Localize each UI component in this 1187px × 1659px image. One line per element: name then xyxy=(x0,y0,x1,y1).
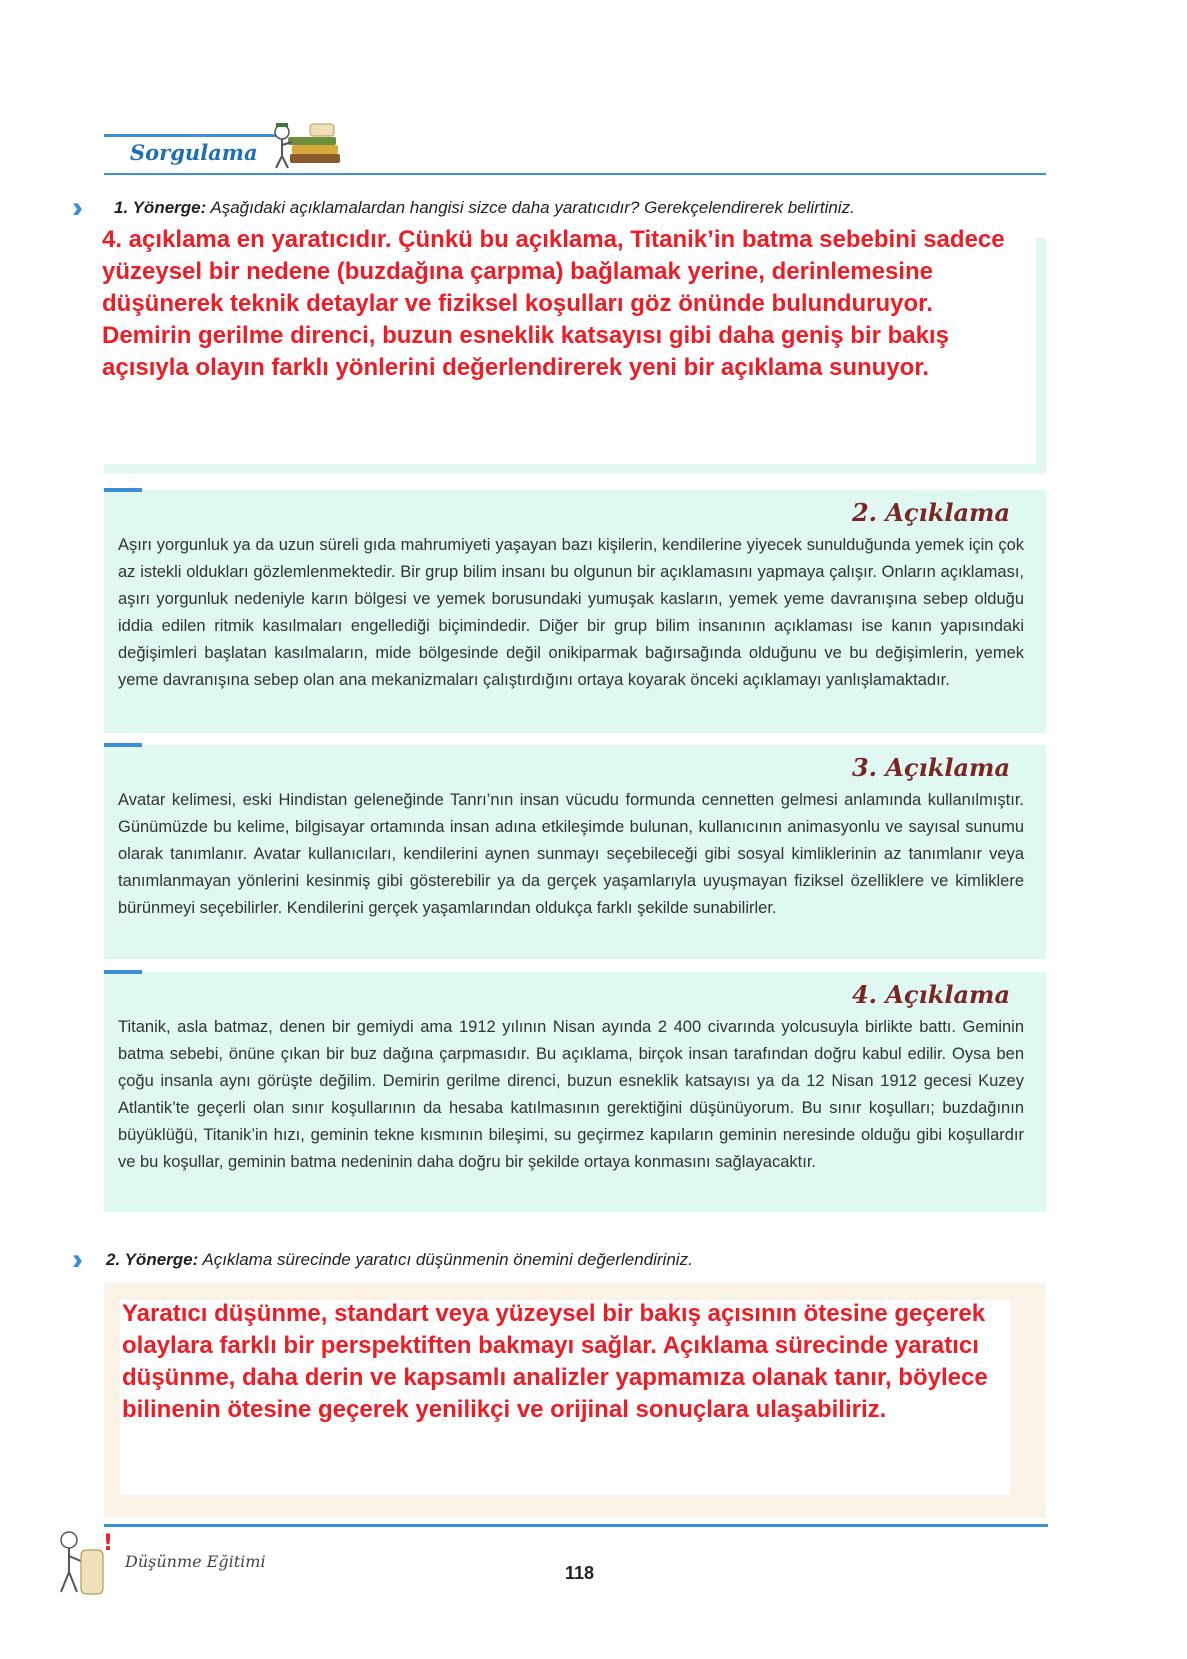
footer-rule xyxy=(104,1524,1048,1527)
answer-1-text: 4. açıklama en yaratıcıdır. Çünkü bu açıklama, Titanik’in batma sebebini sadece yüzeysel bir nedene (buzdağına çarpma) bağlamak yerine, derinlemesine düşünerek teknik detaylar ve fiziksel koşulları göz önünde bulunduruyor. Demirin gerilme direnci, buzun esneklik katsayısı gibi daha geniş bir bakış açısıyla olayın farklı yönlerini değerlendirerek yeni bir açıklama sunuyor. xyxy=(102,226,1005,381)
explanation-panel-2 xyxy=(104,490,1046,733)
books-icon xyxy=(268,118,348,172)
question-2 xyxy=(106,1250,1046,1270)
panel-tab-marker xyxy=(104,970,142,974)
header-rule xyxy=(104,173,1046,175)
page-number: 118 xyxy=(565,1563,595,1583)
chevron-double-icon: ›› xyxy=(72,1243,74,1276)
question-2-label: 2. Yönerge: xyxy=(106,1250,199,1269)
section-title: Sorgulama xyxy=(130,140,258,165)
panel-title: 3. Açıklama xyxy=(851,753,1010,782)
panel-title: 2. Açıklama xyxy=(851,498,1010,527)
question-2-text: Açıklama sürecinde yaratıcı düşünmenin önemini değerlendiriniz. xyxy=(198,1250,693,1269)
answer-2-text: Yaratıcı düşünme, standart veya yüzeysel bir bakış açısının ötesine geçerek olaylara farklı bir perspektiften bakmayı sağlar. Açıklama sürecinde yaratıcı düşünme, daha derin ve kapsamlı analizler yapmamıza olanak tanır, böylece bilinenin ötesine geçerek yenilikçi ve orijinal sonuçlara ulaşabiliriz. xyxy=(122,1300,988,1423)
thinker-icon xyxy=(55,1528,117,1600)
panel-body: Avatar kelimesi, eski Hindistan geleneğinde Tanrı’nın insan vücudu formunda cennetten gelmesi anlamında kullanılmıştır. Günümüzde bu kelime, bilgisayar ortamında insan adına etkileşimde bulunan, kullanıcının animasyonlu ve sayısal sunumu olarak tanımlanır. Avatar kullanıcıları, kendilerini aynen sunmayı seçebileceği gibi sosyal kimliklerinin az tanımlanır veya tanımlanmayan yönlerini kesinmiş gibi gösterebilir ya da gerçek yaşamlarıyla uyuşmayan fiziksel özelliklere ve kimliklere bürünmeyi seçebilirler. Kendilerini gerçek yaşamlarından oldukça farklı şekilde sunabilirler. xyxy=(118,791,1024,917)
panel-tab-marker xyxy=(104,488,142,492)
svg-text:!: ! xyxy=(103,1531,114,1556)
explanation-panel-3 xyxy=(104,745,1046,959)
panel-body: Titanik, asla batmaz, denen bir gemiydi ama 1912 yılının Nisan ayında 2 400 civarında yolcusuyla birlikte battı. Geminin batma sebebi, önüne çıkan bir buz dağına çarpmasıdır. Bu açıklama, birçok insan tarafından doğru kabul edilir. Oysa ben çoğu insanla aynı görüşte değilim. Demirin gerilme direnci, buzun esneklik katsayısı ya da 12 Nisan 1912 gecesi Kuzey Atlantik’te geçerli olan sınır koşullarının da hesaba katılmasının gerektiğini düşünüyorum. Bu sınır koşulları; buzdağının büyüklüğü, Titanik’in hızı, geminin tekne kısmının bileşimi, su geçirmez kapıların geminin neresinde olduğu gibi koşullardır ve bu koşullar, geminin batma nedeninin daha doğru bir şekilde ortaya konmasını sağlayacaktır. xyxy=(118,1018,1024,1171)
question-1-text: Aşağıdaki açıklamalardan hangisi sizce daha yaratıcıdır? Gerekçelendirerek belirtiniz. xyxy=(206,198,855,217)
question-1-label: 1. Yönerge: xyxy=(114,198,207,217)
footer-label: Düşünme Eğitimi xyxy=(125,1552,266,1571)
panel-tab-marker xyxy=(104,743,142,747)
explanation-panel-4 xyxy=(104,972,1046,1212)
header-top-rule xyxy=(104,134,284,137)
question-1 xyxy=(114,198,1054,218)
panel-body: Aşırı yorgunluk ya da uzun süreli gıda mahrumiyeti yaşayan bazı kişilerin, kendilerine yiyecek sunulduğunda yemek için çok az istekli oldukları gözlemlenmektedir. Bir grup bilim insanı bu olgunun bir açıklamasını yapmaya çalışır. Onların açıklaması, aşırı yorgunluk nedeniyle karın bölgesi ve yemek borusundaki yumuşak kasların, yemek yeme davranışına sebep olduğu iddia edilen ritmik kasılmaları engellediği biçimindedir. Diğer bir grup bilim insanının açıklaması ise kanın yapısındaki değişimleri başlatan kasılmaların, mide bölgesinde değil onikiparmak bağırsağında olduğunu ve bu değişimlerin, yemek yeme davranışına sebep olan ana mekanizmaları çalıştırdığını ortaya koyarak önceki açıklamayı yanlışlamaktadır. xyxy=(118,536,1024,689)
chevron-double-icon: ›› xyxy=(72,191,74,224)
panel-title: 4. Açıklama xyxy=(851,980,1010,1009)
